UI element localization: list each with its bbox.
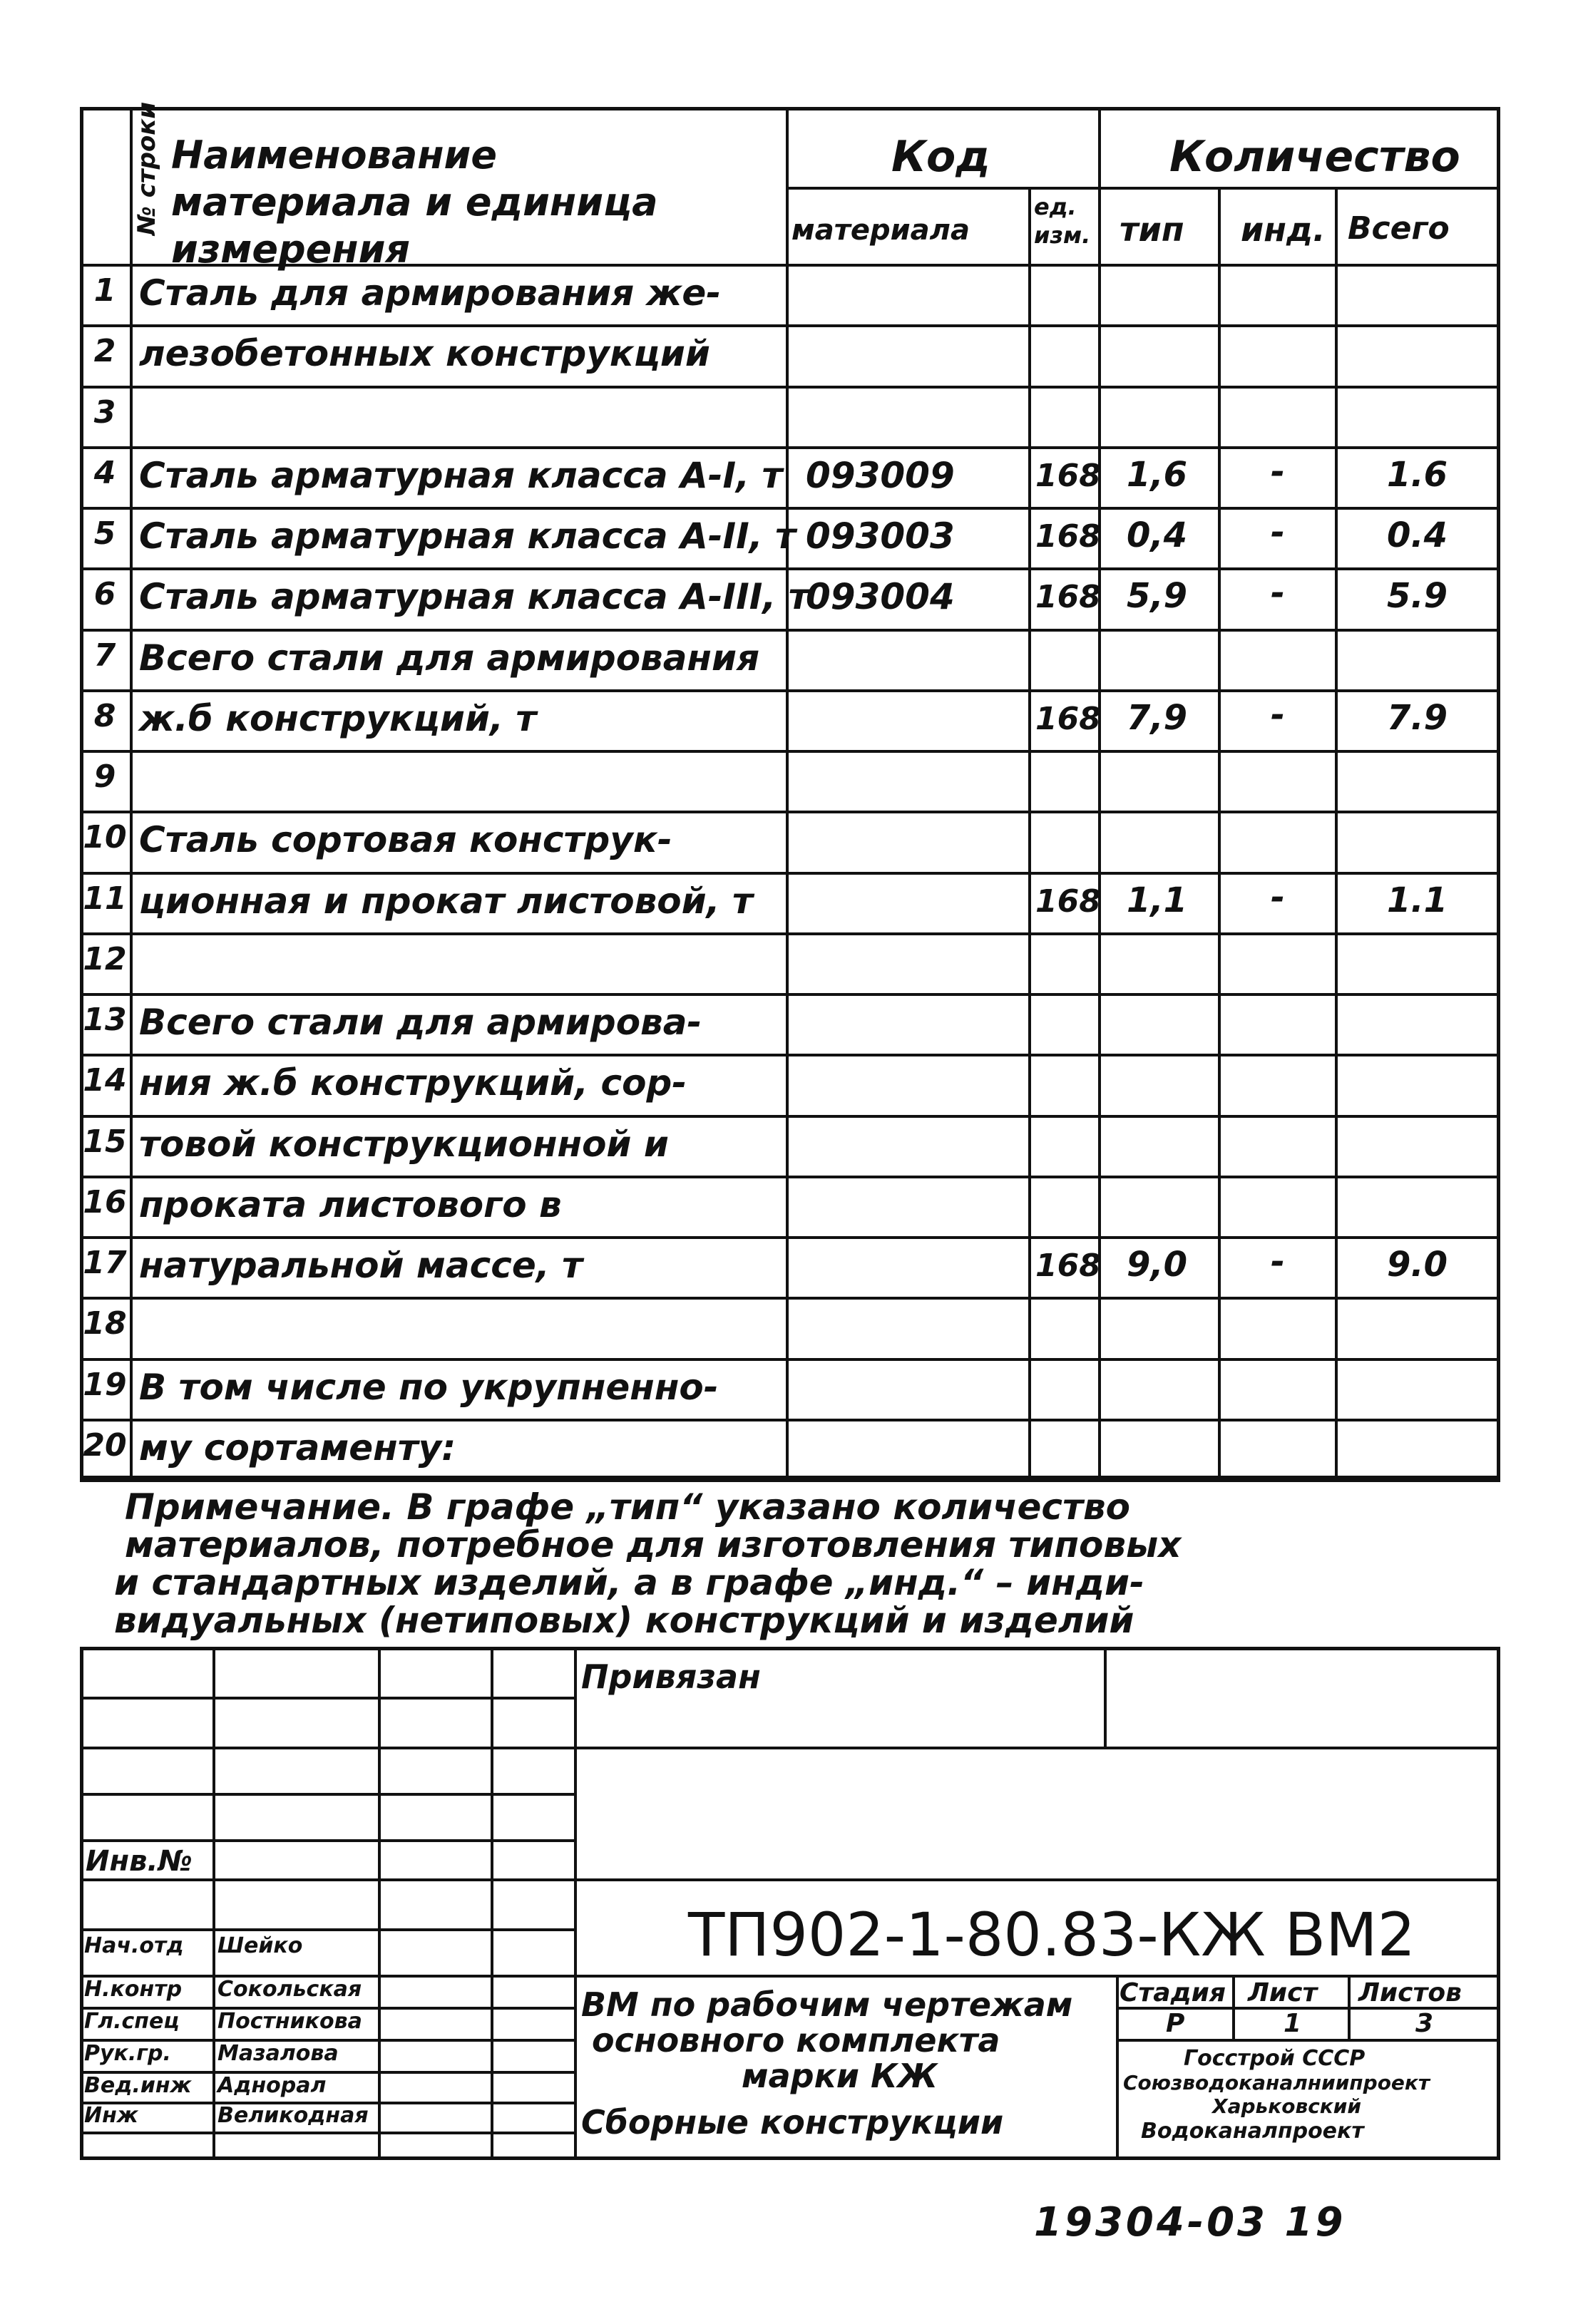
tb-v2 bbox=[378, 1647, 381, 2160]
row-number: 7 bbox=[93, 637, 116, 674]
role-label: Нач.отд bbox=[84, 1933, 184, 1958]
title-line-4: Сборные конструкции bbox=[581, 2103, 1004, 2142]
sheet-value: 1 bbox=[1284, 2009, 1302, 2038]
row-number: 19 bbox=[83, 1366, 127, 1403]
role-person: Великодная bbox=[217, 2103, 369, 2128]
role-person: Сокольская bbox=[217, 1977, 362, 2002]
row-name: ния ж.б конструкций, сор- bbox=[139, 1062, 687, 1104]
role-person: Постникова bbox=[217, 2009, 362, 2034]
sheets-value: 3 bbox=[1415, 2009, 1434, 2038]
col-line-code bbox=[1028, 187, 1031, 1479]
sheet-label: Лист bbox=[1248, 1978, 1318, 2007]
tb-h4 bbox=[80, 1839, 574, 1842]
note-line-4: видуальных (нетиповых) конструкций и изделий bbox=[114, 1600, 1134, 1641]
row-total: 1.6 bbox=[1387, 454, 1448, 495]
org-line-4: Водоканалпроект bbox=[1141, 2119, 1364, 2144]
org-line-1: Госстрой СССР bbox=[1184, 2046, 1366, 2071]
header-mid-line bbox=[786, 187, 1500, 190]
row-name: ционная и прокат листовой, т bbox=[139, 880, 754, 922]
row-number: 8 bbox=[93, 697, 116, 734]
row-ind: - bbox=[1271, 1242, 1285, 1282]
header-code-material: материала bbox=[792, 214, 970, 247]
note-line-2: материалов, потребное для изготовления типовых bbox=[125, 1524, 1182, 1565]
col-line-rownum bbox=[130, 107, 133, 1479]
row-number: 9 bbox=[93, 759, 116, 795]
row-total: 7.9 bbox=[1387, 697, 1448, 738]
org-line-3: Харьковский bbox=[1212, 2094, 1362, 2118]
row-ind: - bbox=[1271, 513, 1285, 552]
row-number: 1 bbox=[93, 272, 116, 309]
row-divider bbox=[80, 629, 1500, 632]
row-ind: - bbox=[1271, 451, 1285, 492]
role-person: Мазалова bbox=[217, 2041, 339, 2066]
tb-h5 bbox=[80, 1878, 1500, 1881]
note-line-1: Примечание. В графе „тип“ указано количество bbox=[125, 1486, 1131, 1528]
row-unit: 168 bbox=[1035, 457, 1101, 494]
role-label: Инж bbox=[84, 2103, 138, 2128]
header-quantity: Количество bbox=[1169, 132, 1460, 182]
row-number: 14 bbox=[83, 1062, 127, 1099]
row-divider bbox=[80, 811, 1500, 813]
privyazan-label: Привязан bbox=[581, 1657, 761, 1696]
row-total: 0.4 bbox=[1387, 515, 1448, 555]
note-top-line bbox=[80, 1479, 1500, 1482]
role-person: Шейко bbox=[217, 1933, 303, 1958]
row-code: 093004 bbox=[806, 576, 955, 618]
row-name: натуральной массе, т bbox=[139, 1245, 583, 1286]
role-label: Рук.гр. bbox=[84, 2041, 171, 2066]
row-number: 3 bbox=[93, 394, 116, 431]
col-line-name bbox=[786, 107, 789, 1479]
header-q-type: тип bbox=[1120, 210, 1184, 249]
row-unit: 168 bbox=[1035, 579, 1101, 616]
row-unit: 168 bbox=[1035, 700, 1101, 737]
row-divider bbox=[80, 1054, 1500, 1056]
row-name: му сортаменту: bbox=[139, 1426, 456, 1469]
tb-v-privyazan bbox=[1104, 1647, 1107, 1747]
row-ind: - bbox=[1271, 877, 1285, 917]
header-q-total: Всего bbox=[1348, 210, 1450, 247]
sheets-label: Листов bbox=[1358, 1978, 1462, 2007]
title-line-1: ВМ по рабочим чертежам bbox=[581, 1985, 1073, 2024]
row-divider bbox=[80, 386, 1500, 389]
row-number: 15 bbox=[83, 1123, 127, 1160]
row-divider bbox=[80, 689, 1500, 692]
header-rownum: № строки bbox=[133, 101, 161, 235]
row-name: Всего стали для армирова- bbox=[139, 1002, 702, 1043]
row-ind: - bbox=[1271, 573, 1285, 614]
row-number: 13 bbox=[83, 1002, 127, 1038]
row-number: 12 bbox=[83, 940, 127, 977]
col-line-ind bbox=[1335, 187, 1338, 1479]
row-name: ж.б конструкций, т bbox=[139, 697, 537, 739]
row-divider bbox=[80, 507, 1500, 510]
row-unit: 168 bbox=[1035, 518, 1101, 555]
row-divider bbox=[80, 993, 1500, 996]
row-divider bbox=[80, 1297, 1500, 1300]
note-line-3: и стандартных изделий, а в графе „инд.“ – инди- bbox=[114, 1562, 1144, 1603]
row-type: 5,9 bbox=[1127, 576, 1188, 617]
row-divider bbox=[80, 1176, 1500, 1178]
row-name: товой конструкционной и bbox=[139, 1123, 669, 1165]
row-divider bbox=[80, 872, 1500, 875]
row-divider bbox=[80, 446, 1500, 449]
row-name: Всего стали для армирования bbox=[139, 637, 760, 679]
row-divider bbox=[80, 324, 1500, 327]
row-number: 2 bbox=[93, 333, 116, 370]
row-type: 7,9 bbox=[1127, 697, 1188, 738]
row-name: Сталь сортовая конструк- bbox=[139, 819, 672, 861]
row-divider bbox=[80, 567, 1500, 570]
stage-value: Р bbox=[1166, 2009, 1185, 2038]
header-name: Наименование материала и единица измерения bbox=[171, 133, 658, 272]
role-label: Вед.инж bbox=[84, 2073, 192, 2098]
row-number: 5 bbox=[93, 515, 116, 552]
row-name: Сталь арматурная класса А-III, т bbox=[139, 576, 809, 618]
row-name: Сталь для армирования же- bbox=[139, 272, 722, 314]
row-divider bbox=[80, 750, 1500, 753]
row-divider bbox=[80, 932, 1500, 935]
row-number: 20 bbox=[83, 1426, 127, 1464]
stage-h2 bbox=[1116, 2039, 1500, 2042]
row-divider bbox=[80, 1115, 1500, 1118]
inv-no-label: Инв.№ bbox=[86, 1845, 193, 1878]
row-name: проката листового в bbox=[139, 1183, 562, 1225]
document-code: ТП902-1-80.83-КЖ ВМ2 bbox=[688, 1900, 1416, 1970]
row-number: 18 bbox=[83, 1305, 127, 1342]
row-name: Сталь арматурная класса А-II, т bbox=[139, 515, 796, 557]
row-number: 4 bbox=[93, 454, 116, 491]
row-unit: 168 bbox=[1035, 1248, 1101, 1284]
row-code: 093003 bbox=[806, 515, 955, 557]
tb-v4 bbox=[574, 1647, 577, 2160]
row-ind: - bbox=[1271, 694, 1285, 735]
binding-margin bbox=[14, 100, 64, 1440]
header-code-unit: ед. изм. bbox=[1034, 193, 1091, 249]
title-line-3: марки КЖ bbox=[742, 2057, 938, 2095]
role-person: Аднорал bbox=[217, 2073, 327, 2098]
stage-label: Стадия bbox=[1120, 1978, 1226, 2007]
tb-v3 bbox=[491, 1647, 493, 2160]
row-divider bbox=[80, 1236, 1500, 1239]
role-label: Гл.спец bbox=[84, 2009, 180, 2034]
row-name: В том числе по укрупненно- bbox=[139, 1366, 719, 1408]
row-type: 1,6 bbox=[1127, 454, 1188, 495]
row-code: 093009 bbox=[806, 454, 955, 496]
row-total: 9.0 bbox=[1387, 1245, 1448, 1285]
row-type: 1,1 bbox=[1127, 880, 1188, 920]
row-number: 11 bbox=[83, 880, 127, 917]
row-type: 0,4 bbox=[1127, 515, 1188, 555]
header-q-ind: инд. bbox=[1241, 210, 1326, 249]
role-label: Н.контр bbox=[84, 1977, 183, 2002]
org-line-2: Союзводоканалниипроект bbox=[1123, 2071, 1430, 2094]
tb-v1 bbox=[212, 1647, 215, 2160]
row-type: 9,0 bbox=[1127, 1245, 1188, 1285]
header-code: Код bbox=[891, 132, 990, 182]
row-name: лезобетонных конструкций bbox=[139, 333, 710, 375]
row-name: Сталь арматурная класса А-I, т bbox=[139, 454, 783, 496]
stage-left-line bbox=[1116, 1975, 1119, 2160]
row-total: 1.1 bbox=[1387, 880, 1448, 920]
tb-h3 bbox=[80, 1793, 574, 1796]
row-number: 6 bbox=[93, 576, 116, 613]
archive-number: 19304-03 19 bbox=[1034, 2199, 1346, 2246]
row-divider bbox=[80, 1419, 1500, 1421]
col-line-type bbox=[1218, 187, 1221, 1479]
tb-h12 bbox=[80, 2132, 574, 2134]
row-total: 5.9 bbox=[1387, 576, 1448, 617]
row-number: 17 bbox=[83, 1245, 127, 1281]
row-number: 16 bbox=[83, 1183, 127, 1220]
tb-h6 bbox=[80, 1928, 574, 1931]
tb-h2 bbox=[80, 1747, 1500, 1749]
tb-h1 bbox=[80, 1697, 574, 1700]
row-unit: 168 bbox=[1035, 883, 1101, 920]
row-number: 10 bbox=[83, 819, 127, 856]
title-line-2: основного комплекта bbox=[592, 2021, 1000, 2060]
row-divider bbox=[80, 1358, 1500, 1361]
